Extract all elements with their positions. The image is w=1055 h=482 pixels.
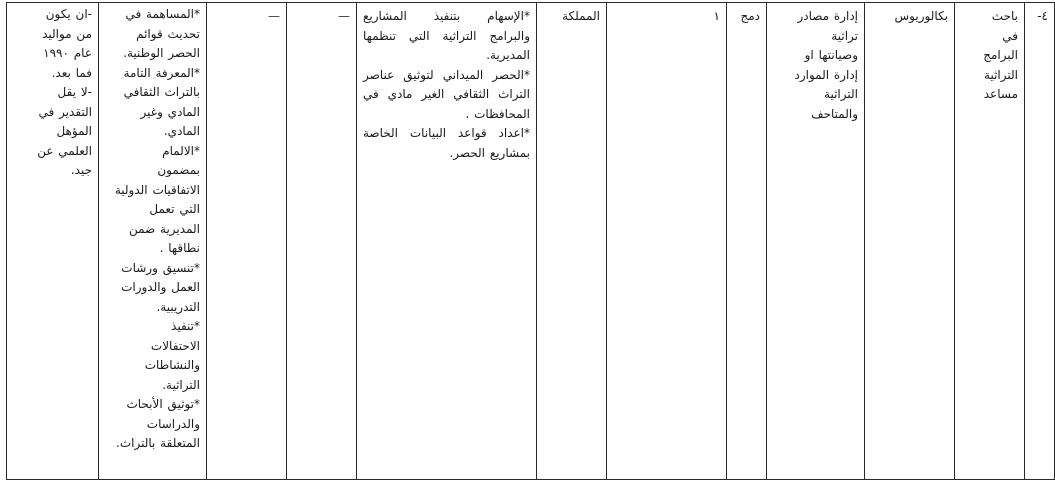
duties-cell	[357, 3, 537, 480]
additional-duty-line: *المساهمة في	[125, 7, 200, 21]
specialization-line: وصيانتها او	[804, 48, 858, 62]
condition-line: من مواليد	[42, 26, 92, 41]
condition-line: فما بعد.	[51, 65, 92, 80]
additional-duty-line: *تنفيذ	[171, 319, 200, 333]
employment-type-cell	[727, 3, 767, 480]
job-title-line: البرامج	[983, 48, 1018, 62]
location-value: المملكة	[562, 9, 600, 23]
blank-cell-1	[287, 3, 357, 480]
additional-duty-line: والنشاطات	[144, 358, 200, 372]
additional-duty-line: الاحتفالات	[150, 338, 200, 353]
dash-placeholder: —	[338, 9, 350, 23]
job-title-line: باحث	[991, 9, 1018, 23]
job-requirements-table	[6, 2, 1055, 480]
blank-cell-2	[207, 3, 287, 480]
specialization-cell	[767, 3, 865, 480]
additional-duty-line: العمل والدورات	[121, 280, 200, 294]
additional-duty-line: *المعرفة التامة	[123, 65, 200, 80]
additional-duty-line: تحديث قوائم	[136, 26, 200, 41]
additional-duty-line: التراثية.	[162, 377, 200, 392]
additional-duties-cell	[99, 3, 207, 480]
additional-duty-line: المادي وغير	[140, 104, 200, 119]
row-number-cell	[1025, 3, 1055, 480]
condition-line: التقدير في	[38, 104, 92, 119]
additional-duty-line: *تنسيق ورشات	[121, 260, 200, 275]
additional-duty-line: نطاقها .	[159, 241, 200, 255]
condition-line: جيد.	[70, 163, 92, 177]
additional-duty-line: الاتفاقيات الدولية	[114, 182, 200, 197]
specialization-line: إدارة الموارد	[794, 67, 858, 82]
job-title-line: مساعد	[983, 87, 1018, 101]
row-number: ٤-	[1037, 9, 1048, 23]
additional-duty-line: *الالمام	[162, 143, 200, 158]
count-cell	[607, 3, 727, 480]
duty-item: *الإسهام بتنفيذ المشاريع والبرامج التراثية التي تنظمها المديرية.	[363, 9, 530, 62]
dash-placeholder: —	[268, 9, 280, 23]
additional-duty-line: الحصر الوطنية.	[123, 46, 200, 60]
additional-duty-line: التي تعمل	[149, 202, 200, 216]
additional-duty-line: بمضمون	[157, 163, 200, 177]
job-title-cell	[955, 3, 1025, 480]
condition-line: المؤهل	[56, 124, 92, 138]
specialization-line: تراثية	[831, 28, 858, 43]
additional-duty-line: بالتراث الثقافي	[123, 85, 200, 99]
count-value: ١	[713, 9, 720, 23]
additional-duty-line: التدريبية.	[156, 299, 200, 314]
table-row	[7, 3, 1055, 480]
additional-duty-line: *توثيق الأبحاث	[126, 397, 200, 411]
condition-line: عام ١٩٩٠	[43, 46, 92, 60]
specialization-line: التراثية	[824, 87, 858, 101]
location-cell	[537, 3, 607, 480]
duty-item: *الحصر الميداني لتوثيق عناصر التراث الثقافي الغير مادي في المحافظات .	[363, 67, 530, 121]
additional-duty-line: المديرية ضمن	[128, 221, 200, 236]
job-title-line: في	[1002, 28, 1018, 43]
additional-duty-line: المادي.	[163, 124, 200, 138]
condition-line: -لا يقل	[57, 85, 92, 99]
additional-duty-line: المتعلقة بالتراث.	[116, 436, 200, 450]
condition-line: العلمي عن	[37, 143, 92, 158]
qualification-value: بكالوريوس	[894, 9, 948, 23]
additional-duty-line: والدراسات	[146, 416, 200, 431]
job-title-line: التراثية	[984, 67, 1018, 82]
qualification-cell	[865, 3, 955, 480]
specialization-line: إدارة مصادر	[797, 9, 858, 23]
conditions-cell	[7, 3, 99, 480]
duty-item: *اعداد قواعد البيانات الخاصة بمشاريع الحصر.	[363, 126, 530, 160]
specialization-line: والمتاحف	[811, 106, 858, 121]
employment-type-value: دمج	[740, 9, 760, 23]
condition-line: -ان يكون	[45, 7, 92, 21]
